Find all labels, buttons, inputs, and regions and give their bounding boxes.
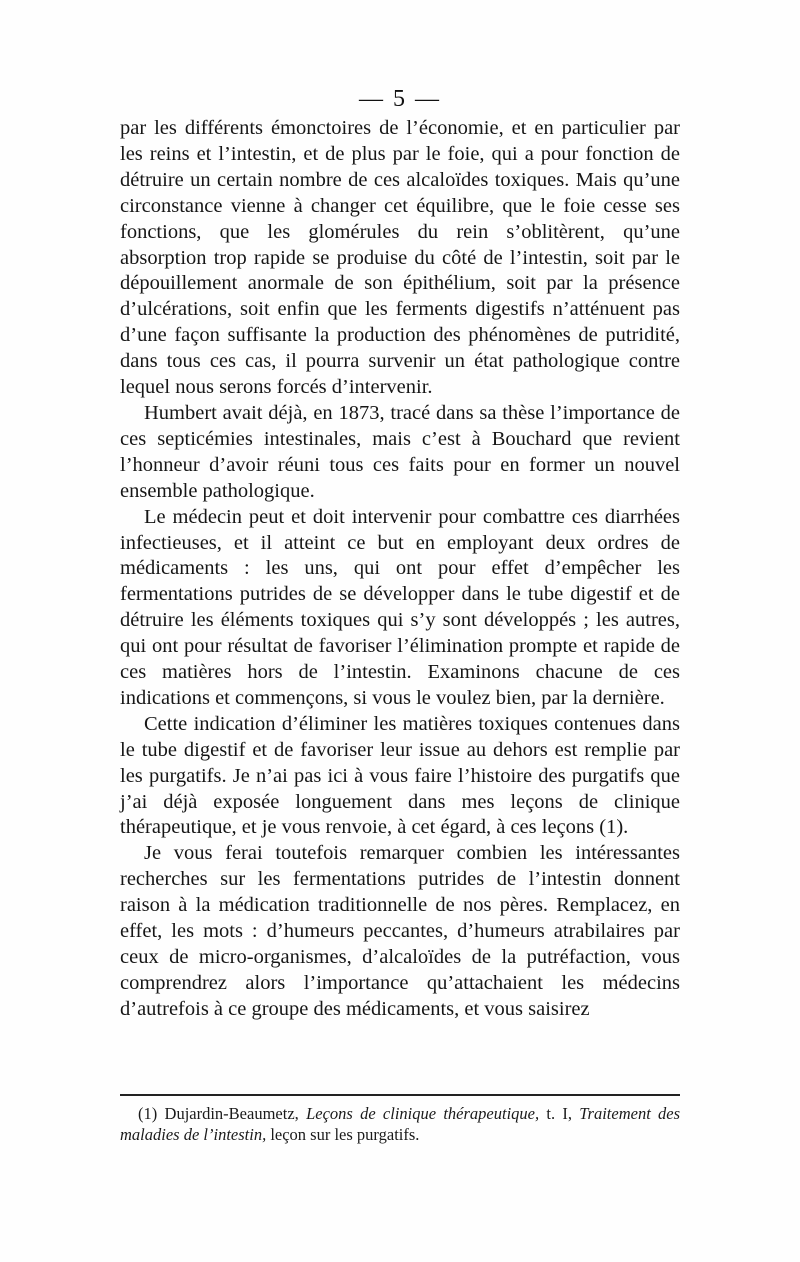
paragraph-4: Cette indication d’éliminer les matières toxiques contenues dans le tube digestif et de favoriser leur issue au dehors est remplie par les purgatifs. Je n’ai pas ici à vous faire l’histoire des purgatifs que j’ai déjà exposée longuement dans mes leçons de clinique thérapeutique, et je vous renvoie, à cet égard, à ces leçons (1). (120, 712, 680, 839)
footnote-divider (120, 1094, 680, 1096)
paragraph-1: par les différents émonctoires de l’économie, et en particulier par les reins et l’intestin, et de plus par le foie, qui a pour fonction de détruire un certain nombre de ces alcaloïdes toxiques. Mais qu’une circonstance vienne à changer cet équilibre, que le foie cesse ses fonctions, que les glomérules du rein s’oblitèrent, qu’une absorption trop rapide se produise du côté de l’intestin, soit par le dépouillement anormale de son épithélium, soit par la présence d’ulcérations, soit enfin que les ferments digestifs n’atténuent pas d’une façon suffisante la production des phénomènes de putridité, dans tous ces cas, il pourra survenir un état pathologique contre lequel nous serons forcés d’intervenir. (120, 117, 680, 399)
paragraph-3: Le médecin peut et doit intervenir pour combattre ces diarrhées infectieuses, et il atteint ce but en employant deux ordres de médicaments : les uns, qui ont pour effet d’empêcher les fermentations putrides de se développer dans le tube digestif et de détruire les éléments toxiques qui s’y sont développés ; les autres, qui ont pour résultat de favoriser l’élimination prompte et rapide de ces matières hors de l’intestin. Examinons chacune de ces indications et commençons, si vous le voulez bien, par la dernière. (120, 505, 680, 709)
paragraph-2: Humbert avait déjà, en 1873, tracé dans sa thèse l’importance de ces septicémies intestinales, mais c’est à Bouchard que revient l’honneur d’avoir réuni tous ces faits pour en former un nouvel ensemble pathologique. (120, 401, 680, 502)
page-number: — 5 — (359, 86, 441, 112)
footnote-title: Leçons de clinique thérapeutique, (306, 1104, 540, 1123)
footnote-author: Dujardin-Beaumetz, (164, 1104, 299, 1123)
footnote-marker: (1) (138, 1104, 158, 1123)
footnote (120, 1103, 680, 1145)
paragraph-5: Je vous ferai toutefois remarquer combien les intéressantes recherches sur les fermentations putrides de l’intestin donnent raison à la médication traditionnelle de nos pères. Remplacez, en effet, les mots : d’humeurs peccantes, d’humeurs atrabilaires par ceux de micro-organismes, d’alcaloïdes de la putréfaction, vous comprendrez alors l’importance qu’attachaient les médecins d’autrefois à ce groupe des médicaments, et vous saisirez (120, 842, 680, 1020)
footnote-volume: t. I, (546, 1104, 572, 1123)
footnote-title-2: Traitement des maladies de l’intestin, (120, 1104, 681, 1144)
body-text (120, 116, 680, 1023)
footnote-text (120, 1103, 680, 1145)
footnote-rest: leçon sur les purgatifs. (270, 1125, 420, 1144)
